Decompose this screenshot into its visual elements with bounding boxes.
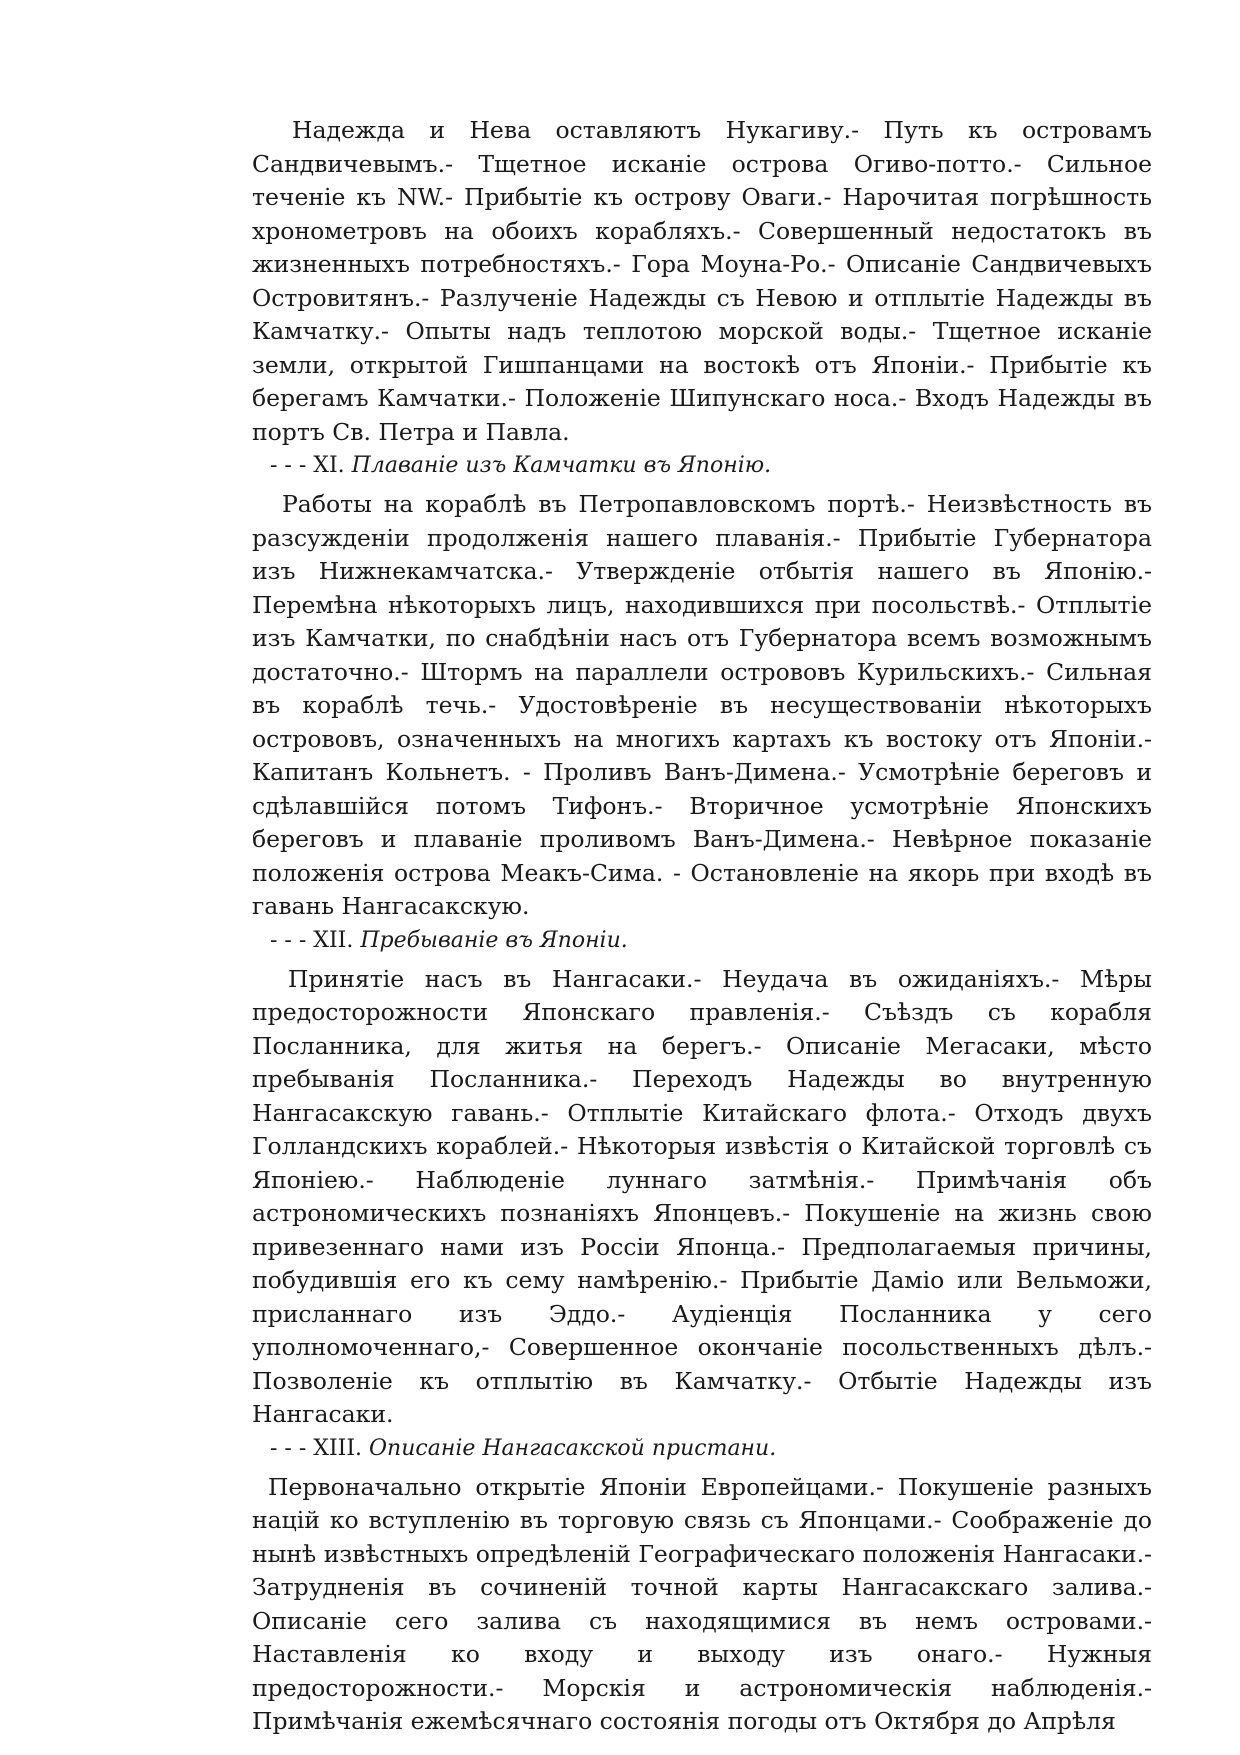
chapter-12-summary: Принятіе насъ въ Нангасаки.- Неудача въ ожиданіяхъ.- Мѣры предосторожности Японскаго правленія.- Съѣздъ съ корабля Посланника, для житья на берегъ.- Описаніе Мегасаки, мѣсто пребыванія Посланника.- Переходъ Надежды во внутренную Нангасакскую гавань.- Отплытіе Китайскаго флота.- Отходъ двухъ Голландскихъ кораблей.- Нѣкоторыя извѣстія о Китайской торговлѣ съ Японіею.- Наблюденіе луннаго затмѣнія.- Примѣчанія объ астрономическихъ познаніяхъ Японцевъ.- Покушеніе на жизнь свою привезеннаго нами изъ Россіи Японца.- Предполагаемыя причины, побудившія его къ сему намѣренію.- Прибытіе Даміо или Вельможи, присланнаго изъ Эддо.- Аудіенція Посланника у сего уполномоченнаго,- Совершенное окончаніе посольственныхъ дѣлъ.- Позволеніе къ отплытію въ Камчатку.- Отбытіе Надежды изъ Нангасаки. [252,964,1152,1428]
chapter-12-number: - - - XII. [270,927,354,953]
chapter-11-title: Плаваніе изъ Камчатки въ Японію. [351,453,772,478]
chapter-11-summary: Работы на кораблѣ въ Петропавловскомъ портѣ.- Неизвѣстность въ разсужденіи продолженія нашего плаванія.- Прибытіе Губернатора изъ Нижнекамчатска.- Утвержденіе отбытія нашего въ Японію.- Перемѣна нѣкоторыхъ лицъ, находившихся при посольствѣ.- Отплытіе изъ Камчатки, по снабдѣніи насъ отъ Губернатора всемъ возможнымъ достаточно.- Штормъ на параллели острововъ Курильскихъ.- Сильная въ кораблѣ течь.- Удостовѣреніе въ несуществованіи нѣкоторыхъ острововъ, означенныхъ на многихъ картахъ къ востоку отъ Японіи.- Капитанъ Кольнетъ. - Проливъ Ванъ-Димена.- Усмотрѣніе береговъ и сдѣлавшійся потомъ Тифонъ.- Вторичное усмотрѣніе Японскихъ береговъ и плаваніе проливомъ Ванъ-Димена.- Невѣрное показаніе положенія острова Меакъ-Сима. - Остановленіе на якорь при входѣ въ гавань Нангасакскую. [252,490,1152,920]
chapter-13-heading [252,1432,1152,1465]
document-page [252,114,1152,1739]
chapter-12-heading [252,924,1152,957]
chapter-12-title: Пребываніе въ Японіи. [360,927,628,953]
chapter-13-summary: Первоначально открытіе Японіи Европейцами.- Покушеніе разныхъ націй ко вступленію въ торговую связь съ Японцами.- Соображеніе до нынѣ извѣстныхъ опредѣленій Географическаго положенія Нангасаки.- Затрудненія въ сочиненій точной карты Нангасакскаго залива.- Описаніе сего залива съ находящимися въ немъ островами.- Наставленія ко входу и выходу изъ онаго.- Нужныя предосторожности.- Морскія и астрономическія наблюденія.- Примѣчанія ежемѣсячнаго состоянія погоды отъ Октября до Апрѣля [252,1472,1152,1735]
chapter-13-number: - - - XIII. [270,1435,363,1461]
chapter-11-number: - - - XI. [270,453,345,478]
chapter-11-heading [252,449,1152,482]
chapter-10-summary: Надежда и Нева оставляютъ Нукагиву.- Путь къ островамъ Сандвичевымъ.- Тщетное исканіе острова Огиво-потто.- Сильное теченіе къ NW.- Прибытіе къ острову Оваги.- Нарочитая погрѣшность хронометровъ на обоихъ корабляхъ.- Совершенный недостатокъ въ жизненныхъ потребностяхъ.- Гора Моуна-Ро.- Описаніе Сандвичевыхъ Островитянъ.- Разлученіе Надежды съ Невою и отплытіе Надежды въ Камчатку.- Опыты надъ теплотою морской воды.- Тщетное исканіе земли, открытой Гишпанцами на востокѣ отъ Японіи.- Прибытіе къ берегамъ Камчатки.- Положеніе Шипунскаго носа.- Входъ Надежды въ портъ Св. Петра и Павла. [252,116,1152,446]
chapter-13-title: Описаніе Нангасакской пристани. [369,1435,777,1461]
